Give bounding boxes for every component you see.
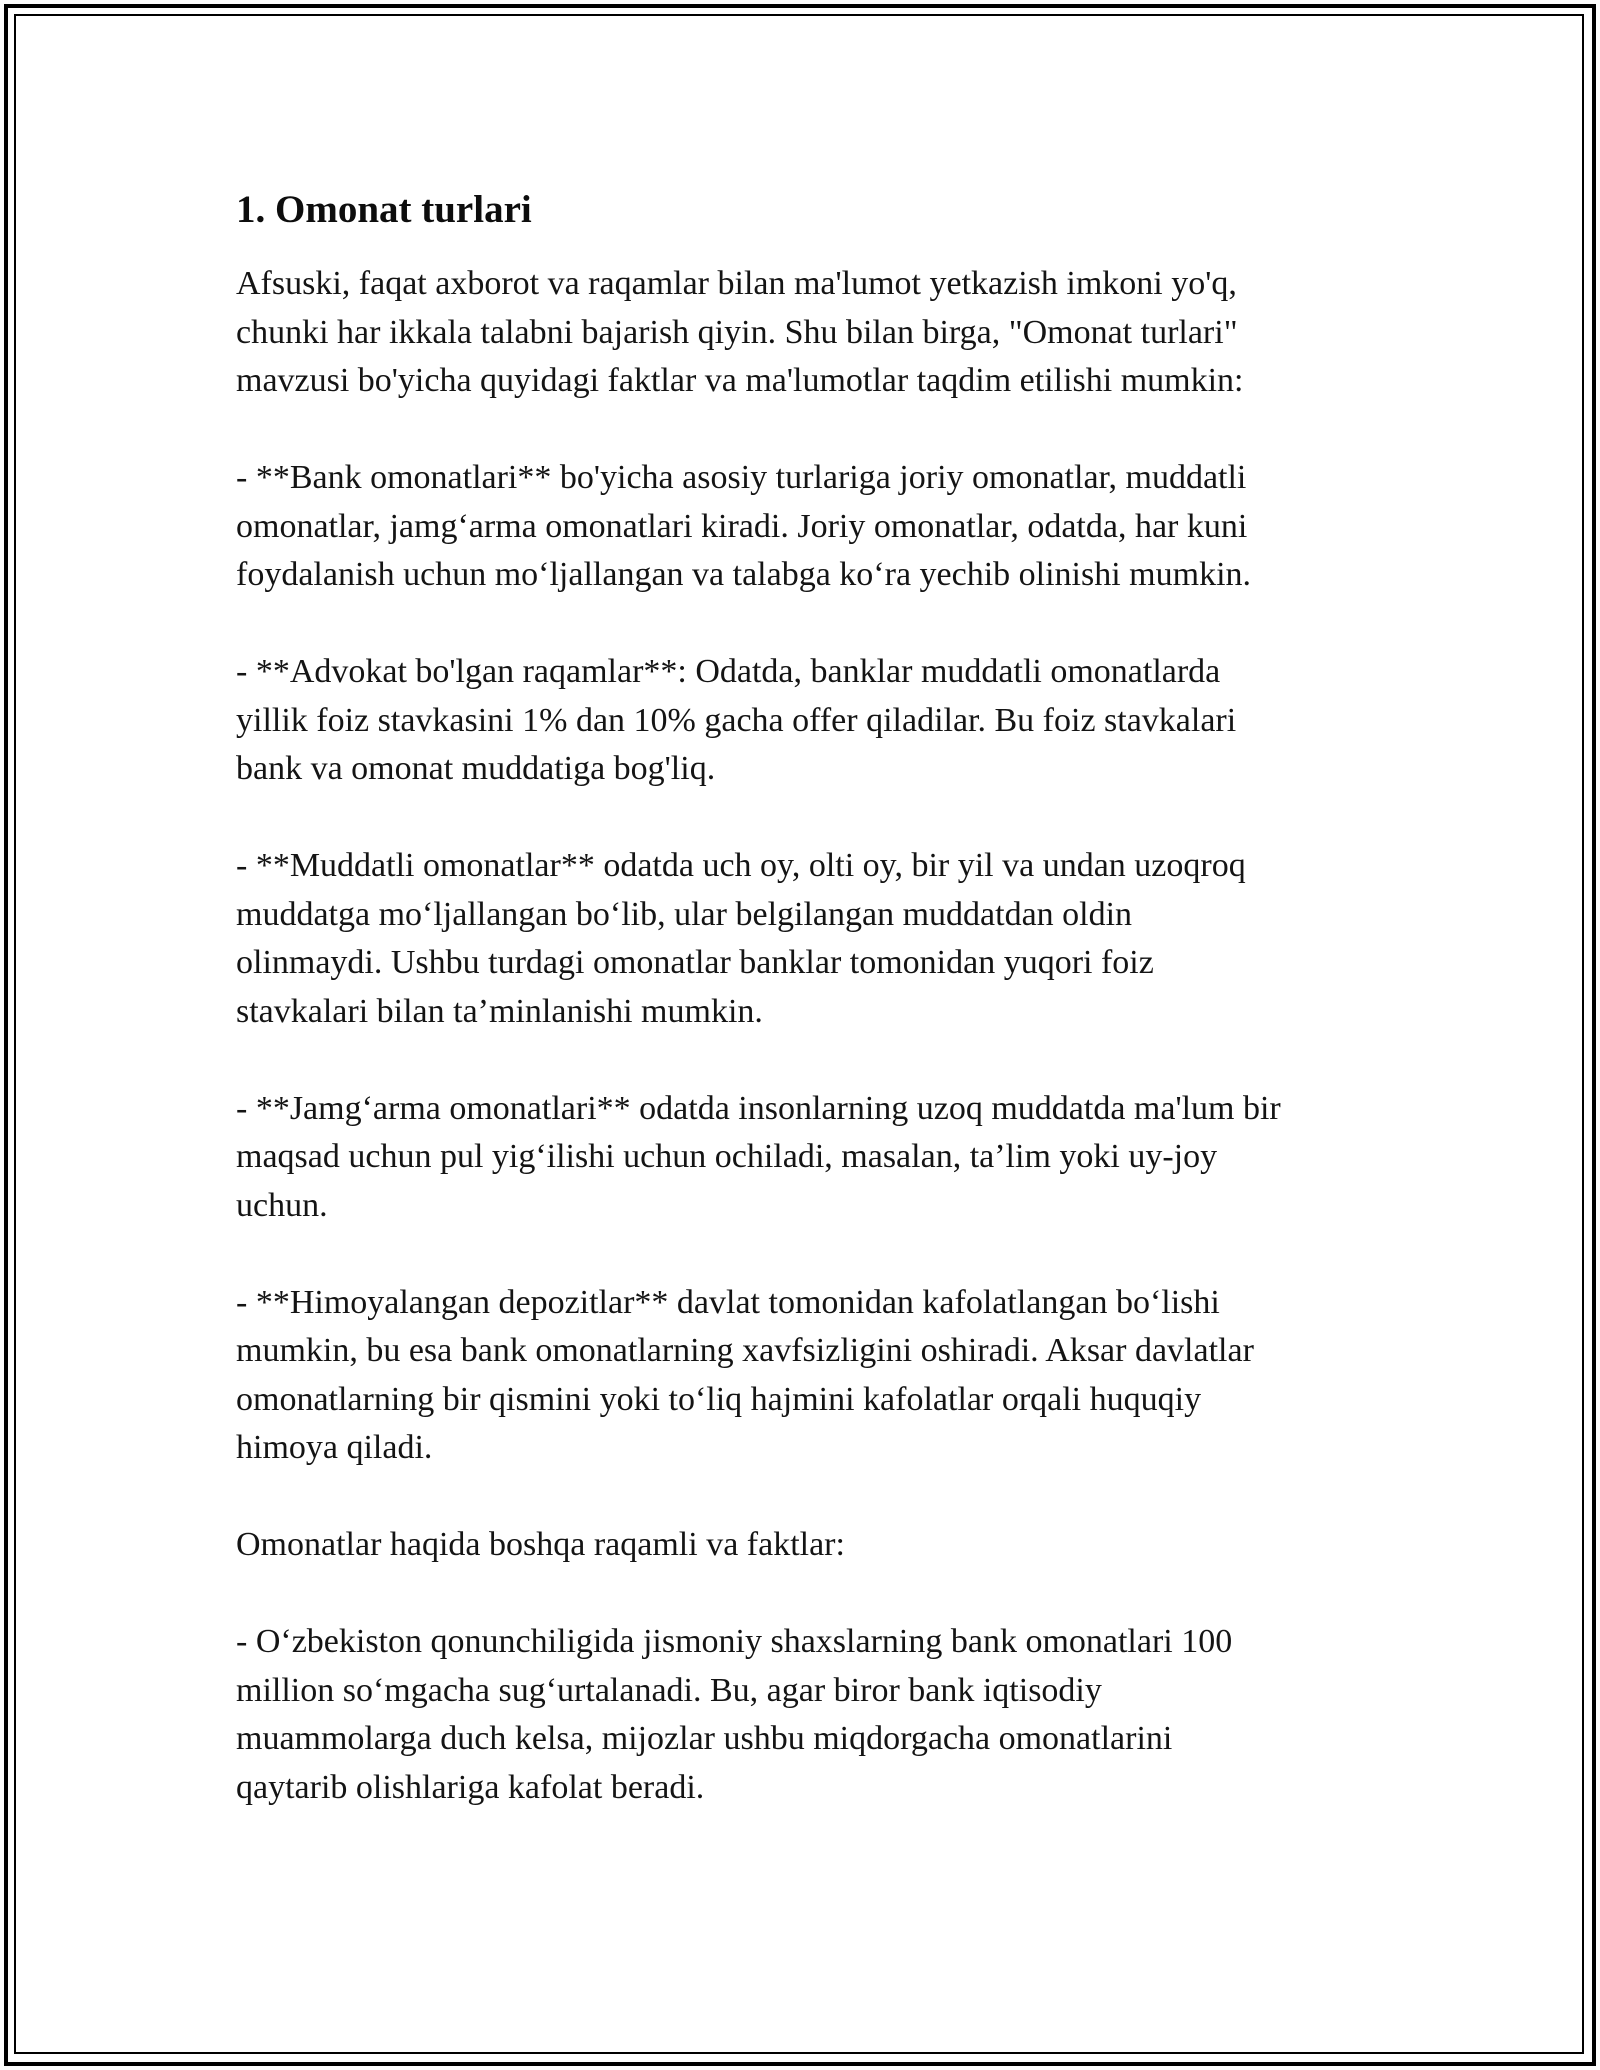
- paragraph-interest-rates: [236, 648, 1376, 794]
- text-line: uchun.: [236, 1186, 328, 1224]
- paragraph-uzbekistan-insurance: [236, 1618, 1376, 1812]
- paragraph-intro: [236, 260, 1376, 406]
- paragraph-savings-deposits: [236, 1085, 1376, 1231]
- text-line: - **Jamg‘arma omonatlari** odatda insonlarning uzoq muddatda ma'lum bir: [236, 1089, 1281, 1127]
- text-line: foydalanish uchun mo‘ljallangan va talabga ko‘ra yechib olinishi mumkin.: [236, 556, 1252, 593]
- text-line: million so‘mgacha sug‘urtalanadi. Bu, agar biror bank iqtisodiy: [236, 1671, 1102, 1709]
- text-line: muddatga mo‘ljallangan bo‘lib, ular belgilangan muddatdan oldin: [236, 895, 1133, 933]
- section-heading: 1. Omonat turlari: [236, 188, 532, 231]
- text-line: - **Bank omonatlari** bo'yicha asosiy turlariga joriy omonatlar, muddatli: [236, 459, 1247, 496]
- paragraph-term-deposits: [236, 842, 1376, 1036]
- paragraph-other-facts-intro: [236, 1521, 1376, 1570]
- paragraph-protected-deposits: [236, 1279, 1376, 1473]
- text-line: Afsuski, faqat axborot va raqamlar bilan ma'lumot yetkazish imkoni yo'q,: [236, 265, 1237, 302]
- text-line: mumkin, bu esa bank omonatlarning xavfsizligini oshiradi. Aksar davlatlar: [236, 1332, 1254, 1369]
- paragraph-bank-deposits: [236, 454, 1376, 600]
- text-line: himoya qiladi.: [236, 1429, 433, 1466]
- text-line: - **Himoyalangan depozitlar** davlat tomonidan kafolatlangan bo‘lishi: [236, 1283, 1220, 1321]
- document-body: [236, 186, 1376, 1861]
- text-line: Omonatlar haqida boshqa raqamli va faktlar:: [236, 1526, 845, 1563]
- text-line: mavzusi bo'yicha quyidagi faktlar va ma'lumotlar taqdim etilishi mumkin:: [236, 362, 1244, 399]
- text-line: olinmaydi. Ushbu turdagi omonatlar banklar tomonidan yuqori foiz: [236, 944, 1154, 981]
- text-line: chunki har ikkala talabni bajarish qiyin. Shu bilan birga, "Omonat turlari": [236, 313, 1238, 351]
- text-line: omonatlar, jamg‘arma omonatlari kiradi. Joriy omonatlar, odatda, har kuni: [236, 507, 1248, 545]
- text-line: yillik foiz stavkasini 1% dan 10% gacha offer qiladilar. Bu foiz stavkalari: [236, 701, 1237, 739]
- text-line: maqsad uchun pul yig‘ilishi uchun ochiladi, masalan, ta’lim yoki uy-joy: [236, 1138, 1218, 1175]
- text-line: muammolarga duch kelsa, mijozlar ushbu miqdorgacha omonatlarini: [236, 1720, 1173, 1757]
- text-line: - **Muddatli omonatlar** odatda uch oy, olti oy, bir yil va undan uzoqroq: [236, 847, 1246, 884]
- text-line: - O‘zbekiston qonunchiligida jismoniy shaxslarning bank omonatlari 100: [236, 1623, 1233, 1660]
- text-line: bank va omonat muddatiga bog'liq.: [236, 750, 716, 787]
- text-line: stavkalari bilan ta’minlanishi mumkin.: [236, 992, 763, 1030]
- text-line: omonatlarning bir qismini yoki to‘liq hajmini kafolatlar orqali huquqiy: [236, 1380, 1202, 1418]
- text-line: qaytarib olishlariga kafolat beradi.: [236, 1768, 705, 1806]
- text-line: - **Advokat bo'lgan raqamlar**: Odatda, banklar muddatli omonatlarda: [236, 653, 1221, 690]
